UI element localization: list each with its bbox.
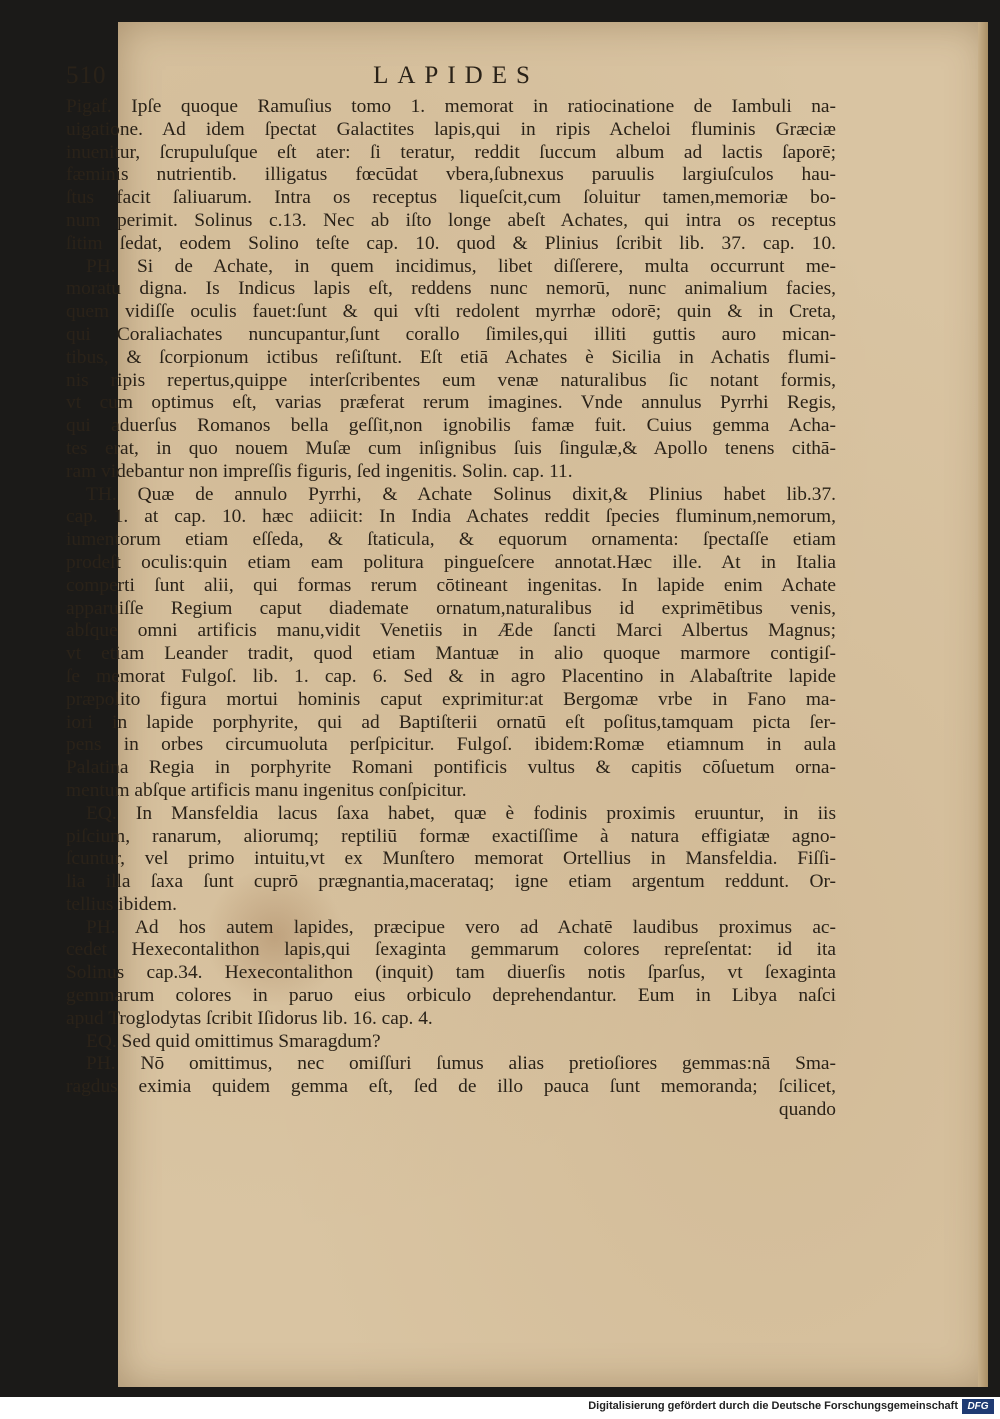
text-line: EQ. In Mansfeldia lacus ſaxa habet, quæ è fodinis proximis eruuntur, in iis <box>86 802 836 824</box>
page-header <box>66 62 846 96</box>
text-line: PH. Ad hos autem lapides, præcipue vero ad Achatē laudibus proximus ac- <box>86 916 836 938</box>
text-line: iori in lapide porphyrite, qui ad Baptiſterii ornatū eſt poſitus,tamquam picta ſer- <box>66 711 836 733</box>
text-line: tellius ibidem. <box>66 893 177 915</box>
text-line: TH. Quæ de annulo Pyrrhi, & Achate Solinus dixit,& Plinius habet lib.37. <box>86 483 836 505</box>
text-line: ragdus eximia quidem gemma eſt, ſed de illo pauca ſunt memoranda; ſcilicet, <box>66 1076 836 1098</box>
text-line: PH. Nō omittimus, nec omiſſuri ſumus alias pretioſiores gemmas:nā Sma- <box>86 1053 836 1075</box>
text-line: ram videbantur non impreſſis figuris, ſed ingenitis. Solin. cap. 11. <box>66 460 573 482</box>
text-line: mentum abſque artificis manu ingenitus conſpicitur. <box>66 779 467 801</box>
text-line: Pigaf. Ipſe quoque Ramuſius tomo 1. memorat in ratiocinatione de Iambuli na- <box>66 96 836 117</box>
text-line: præpolito figura mortui hominis caput exprimitur:at Bergomæ vrbe in Fano ma- <box>66 688 836 710</box>
text-line: num perimit. Solinus c.13. Nec ab iſto longe abeſt Achates, qui intra os receptus <box>66 209 836 231</box>
text-line: comperti ſunt alii, qui formas rerum cōtineant ingenitas. In lapide enim Achate <box>66 574 836 596</box>
page-number: 510 <box>66 62 107 89</box>
running-title: LAPIDES <box>373 62 539 89</box>
text-line: lia illa ſaxa ſunt cuprō prægnantia,macerataq; igne etiam argentum reddunt. Or- <box>66 871 836 893</box>
text-line: ſe memorat Fulgoſ. lib. 1. cap. 6. Sed & in agro Placentino in Alabaſtrite lapide <box>66 665 836 687</box>
catchword: quando <box>778 1099 836 1121</box>
text-line: vt etiam Leander tradit, quod etiam Mantuæ in alio quoque marmore contigiſ- <box>66 643 836 665</box>
text-line: ſitim ſedat, eodem Solino teſte cap. 10. quod & Plinius ſcribit lib. 37. cap. 10. <box>66 232 836 254</box>
text-line: cedet Hexecontalithon lapis,qui ſexaginta gemmarum colores repreſentat: id ita <box>66 939 836 961</box>
text-line: pens in orbes circumuoluta perſpicitur. Fulgoſ. ibidem:Romæ etiamnum in aula <box>66 734 836 756</box>
text-line: iumentorum etiam eſſeda, & ſtaticula, & equorum ornamenta: ſpectaſſe etiam <box>66 529 836 551</box>
text-line: abſque omni artificis manu,vidit Venetiis in Æde ſancti Marci Albertus Magnus; <box>66 620 836 642</box>
text-line: nis ripis repertus,quippe interſcribentes eum venæ naturalibus ſic notant formis, <box>66 369 836 391</box>
text-line: piſcium, ranarum, aliorumq; reptiliū formæ exactiſſime à natura effigiatæ agno- <box>66 825 836 847</box>
text-line: cap. 1. at cap. 10. hæc adiicit: In India Achates reddit ſpecies fluminum,nemorum, <box>66 506 836 528</box>
text-line: tibus, & ſcorpionum ictibus reſiſtunt. Eſt etiā Achates è Sicilia in Achatis flumi- <box>66 346 836 368</box>
page-edge <box>978 22 988 1387</box>
footer-credit: Digitalisierung gefördert durch die Deutsche Forschungsgemeinschaft <box>588 1400 958 1412</box>
text-line: apud Troglodytas ſcribit Iſidorus lib. 16. cap. 4. <box>66 1007 433 1029</box>
text-line: PH. Si de Achate, in quem incidimus, libet diſſerere, multa occurrunt me- <box>86 255 836 277</box>
text-line: Solinus cap.34. Hexecontalithon (inquit) tam diuerſis notis ſparſus, vt ſexaginta <box>66 962 836 984</box>
body-text <box>66 96 836 1122</box>
text-line: prodeſt oculis:quin etiam eam politura pingueſcere annotat.Hæc ille. At in Italia <box>66 551 836 573</box>
text-line: gemmarum colores in paruo eius orbiculo deprehendantur. Eum in Libya naſci <box>66 985 836 1007</box>
text-line: ſtus facit ſaliuarum. Intra os receptus liqueſcit,cum ſoluitur tamen,memoriæ bo- <box>66 187 836 209</box>
footer-bar <box>0 1397 1000 1419</box>
text-line: inuenitur, ſcrupuluſque eſt ater: ſi teratur, reddit ſuccum album ad lactis ſaporē; <box>66 141 836 163</box>
text-line: quem vidiſſe oculis fauet:ſunt & qui vſti redolent myrrhæ odorē; quin & in Creta, <box>66 301 836 323</box>
text-line: moratu digna. Is Indicus lapis eſt, reddens nunc nemorū, nunc animalium facies, <box>66 278 836 300</box>
text-line: qui aduerſus Romanos bella geſſit,non ignobilis famæ fuit. Cuius gemma Acha- <box>66 415 836 437</box>
text-line: Palatina Regia in porphyrite Romani pontificis vultus & capitis cōſuetum orna- <box>66 757 836 779</box>
text-line: uigatione. Ad idem ſpectat Galactites lapis,qui in ripis Acheloi fluminis Græciæ <box>66 118 836 140</box>
text-line: qui Coraliachates nuncupantur,ſunt corallo ſimiles,qui illiti guttis auro mican- <box>66 323 836 345</box>
text-line: ſcuntur, vel primo intuitu,vt ex Munſtero memorat Ortellius in Mansfeldia. Fiſſi- <box>66 848 836 870</box>
text-line: EQ. Sed quid omittimus Smaragdum? <box>86 1030 381 1052</box>
text-line: apparuiſſe Regium caput diademate ornatum,naturalibus id exprimētibus venis, <box>66 597 836 619</box>
dfg-logo-icon: DFG <box>962 1399 994 1414</box>
text-line: tes erat, in quo nouem Muſæ cum inſignibus ſuis ſingulæ,& Apollo tenens cithā- <box>66 437 836 459</box>
text-line: fæminis nutrientib. illigatus fœcūdat vbera,ſubnexus paruulis largiuſculos hau- <box>66 164 836 186</box>
text-line: vt cum optimus eſt, varias præferat rerum imagines. Vnde annulus Pyrrhi Regis, <box>66 392 836 414</box>
